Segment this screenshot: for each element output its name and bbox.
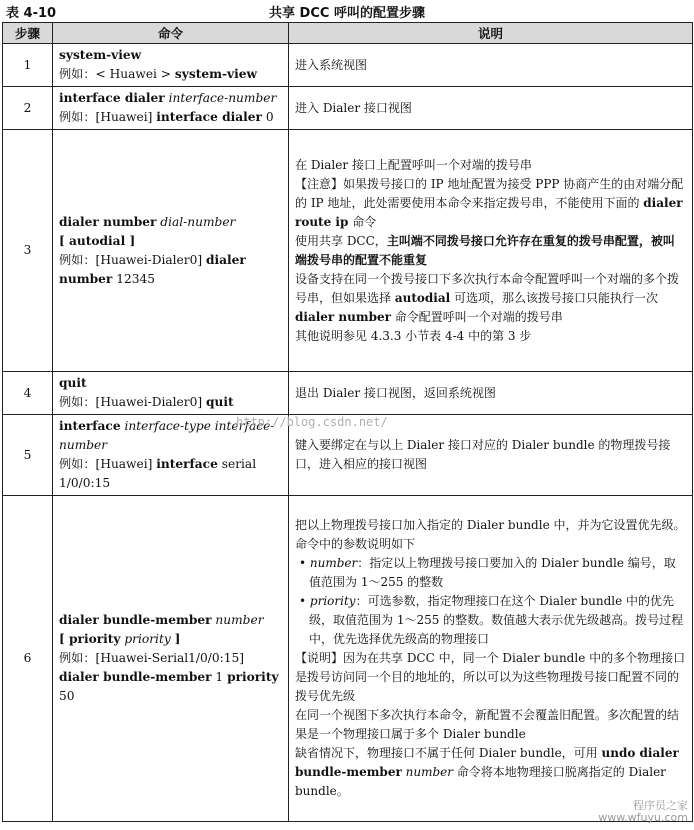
description-cell: [289, 496, 693, 822]
example-command: system-view: [174, 67, 258, 81]
example-prefix: 例如：[Huawei]: [59, 110, 157, 124]
command-param: interface-number: [168, 91, 277, 105]
description-cell: [289, 130, 693, 372]
description-cell: [289, 372, 693, 415]
example-value: 1: [215, 670, 224, 684]
table-number: 表 4-10: [6, 6, 57, 21]
command-param: number: [215, 613, 264, 627]
table-row: [3, 372, 693, 415]
description-text: 在 Dialer 接口上配置呼叫一个对端的拨号串: [295, 157, 532, 172]
step-number: 5: [3, 415, 53, 496]
command-syntax: interface dialer: [59, 91, 165, 105]
header-desc: 说明: [289, 23, 693, 44]
command-syntax: interface: [59, 419, 121, 433]
command-option: [ priority: [59, 632, 121, 646]
command-syntax: dialer bundle-member: [59, 613, 212, 627]
command-cell: [53, 372, 289, 415]
example-value: 12345: [116, 271, 155, 286]
example-command: quit: [205, 395, 234, 409]
shared-dcc-paragraph: [295, 232, 686, 270]
command-param: dial-number: [160, 214, 236, 229]
note-text: 【说明】因为在共享 DCC 中，同一个 Dialer bundle 中的多个物理接口是拨号访问同一个目的地址的，所以可以为这些物理拨号接口配置不同的拨号优先级: [295, 651, 686, 703]
command-cell: [53, 496, 289, 822]
default-paragraph: [295, 744, 686, 801]
step-number: 4: [3, 372, 53, 415]
command-option: [ autodial ]: [59, 233, 136, 248]
example-value: 0: [265, 110, 274, 124]
watermark-url: http://blog.csdn.net/: [236, 415, 388, 429]
command-cell: [53, 130, 289, 372]
site-logo: [598, 800, 688, 824]
description-text: 把以上物理拨号接口加入指定的 Dialer bundle 中，并为它设置优先级。命令中的参数说明如下: [295, 518, 686, 551]
command-syntax: quit: [59, 376, 87, 390]
multi-dial-text: 命令配置呼叫一个对端的拨号串: [394, 309, 563, 324]
example-prefix: 例如：[Huawei]: [59, 457, 157, 471]
example-value: 50: [59, 689, 75, 703]
command-param: interface-type interface-number: [59, 419, 275, 452]
table-header-row: [3, 23, 693, 44]
example-prefix: 例如：< Huawei >: [59, 67, 175, 81]
example-prefix: 例如：[Huawei-Serial1/0/0:15]: [59, 651, 245, 665]
description-text: 进入 Dialer 接口视图: [295, 100, 412, 115]
multi-dial-command: dialer number: [295, 309, 391, 324]
note-text: 【注意】如果拨号接口的 IP 地址配置为接受 PPP 协商产生的由对端分配的 IP 地址，此处需要使用本命令来指定拨号串，不能使用下面的: [295, 176, 684, 210]
header-step: 步骤: [3, 23, 53, 44]
header-command: 命令: [53, 23, 289, 44]
table-row: [3, 44, 693, 87]
table-row: [3, 496, 693, 822]
logo-url: www.wfuyu.com: [598, 811, 688, 824]
example-prefix: 例如：[Huawei-Dialer0]: [59, 252, 206, 267]
example-keyword: priority: [227, 670, 279, 684]
undo-param: number: [405, 765, 453, 779]
example-value: serial 1/0/0:15: [59, 457, 257, 490]
description-text: 退出 Dialer 接口视图，返回系统视图: [295, 385, 496, 400]
example-command: interface dialer: [156, 110, 262, 124]
param-desc: ：可选参数，指定物理接口在这个 Dialer bundle 中的优先级，取值范围为 1～255 的整数。数值越大表示优先级越高。拨号过程中，优先选择优先级高的物理接口: [309, 594, 684, 646]
step-number: 1: [3, 44, 53, 87]
repeat-config-text: 在同一个视图下多次执行本命令，新配置不会覆盖旧配置。多次配置的结果是一个物理接口属于多个 Dialer bundle: [295, 708, 680, 741]
table-caption: [0, 0, 694, 22]
shared-dcc-emphasis: 主叫端不同拨号接口允许存在重复的拨号串配置，被叫端拨号串的配置不能重复: [295, 233, 675, 267]
step-number: 3: [3, 130, 53, 372]
bullet-priority: • priority：可选参数，指定物理接口在这个 Dialer bundle 中的优先级，取值范围为 1～255 的整数。数值越大表示优先级越高。拨号过程中，优先选择优先级高的物理接口: [299, 594, 684, 646]
note-command: dialer route ip: [295, 195, 683, 229]
multi-dial-paragraph: [295, 270, 686, 327]
param-name: priority: [309, 594, 356, 608]
example-command: interface: [156, 457, 218, 471]
reference-text: 其他说明参见 4.3.3 小节表 4-4 中的第 3 步: [295, 328, 532, 343]
note-text: 命令: [352, 214, 377, 229]
example-prefix: 例如：[Huawei-Dialer0]: [59, 395, 206, 409]
command-cell: [53, 44, 289, 87]
command-bracket: ]: [174, 632, 181, 646]
step-number: 2: [3, 87, 53, 130]
example-command: dialer bundle-member: [59, 670, 212, 684]
table-row: [3, 130, 693, 372]
command-param: priority: [124, 632, 171, 646]
multi-dial-text: 设备支持在同一个拨号接口下多次执行本命令配置呼叫一个对端的多个拨号串，但如果选择: [295, 271, 680, 305]
table-title: 共享 DCC 呼叫的配置步骤: [269, 6, 425, 21]
shared-dcc-text: 使用共享 DCC，: [295, 233, 387, 248]
undo-command: undo dialer bundle-member: [295, 746, 679, 779]
description-cell: [289, 87, 693, 130]
logo-name: 程序员之家: [633, 799, 688, 812]
multi-dial-text: 可选项，那么该拨号接口只能执行一次: [454, 290, 659, 305]
step-number: 6: [3, 496, 53, 822]
bullet-number: • number：指定以上物理拨号接口要加入的 Dialer bundle 编号，取值范围为 1～255 的整数: [299, 556, 676, 589]
description-text: 键入要绑定在与以上 Dialer 接口对应的 Dialer bundle 的物理拨号接口，进入相应的接口视图: [295, 438, 671, 471]
command-cell: [53, 87, 289, 130]
param-name: number: [309, 556, 358, 570]
table-row: [3, 87, 693, 130]
note-paragraph: [295, 175, 686, 232]
description-cell: [289, 44, 693, 87]
command-syntax: system-view: [59, 48, 142, 62]
command-syntax: dialer number: [59, 214, 157, 229]
param-desc: ：指定以上物理拨号接口要加入的 Dialer bundle 编号，取值范围为 1～255 的整数: [309, 556, 676, 589]
default-text: 命令将本地物理接口脱离指定的 Dialer bundle。: [295, 765, 666, 798]
example-command: dialer number: [59, 252, 246, 286]
description-text: 进入系统视图: [295, 57, 368, 72]
default-text: 缺省情况下，物理接口不属于任何 Dialer bundle，可用: [295, 746, 598, 760]
multi-dial-option: autodial: [394, 290, 451, 305]
